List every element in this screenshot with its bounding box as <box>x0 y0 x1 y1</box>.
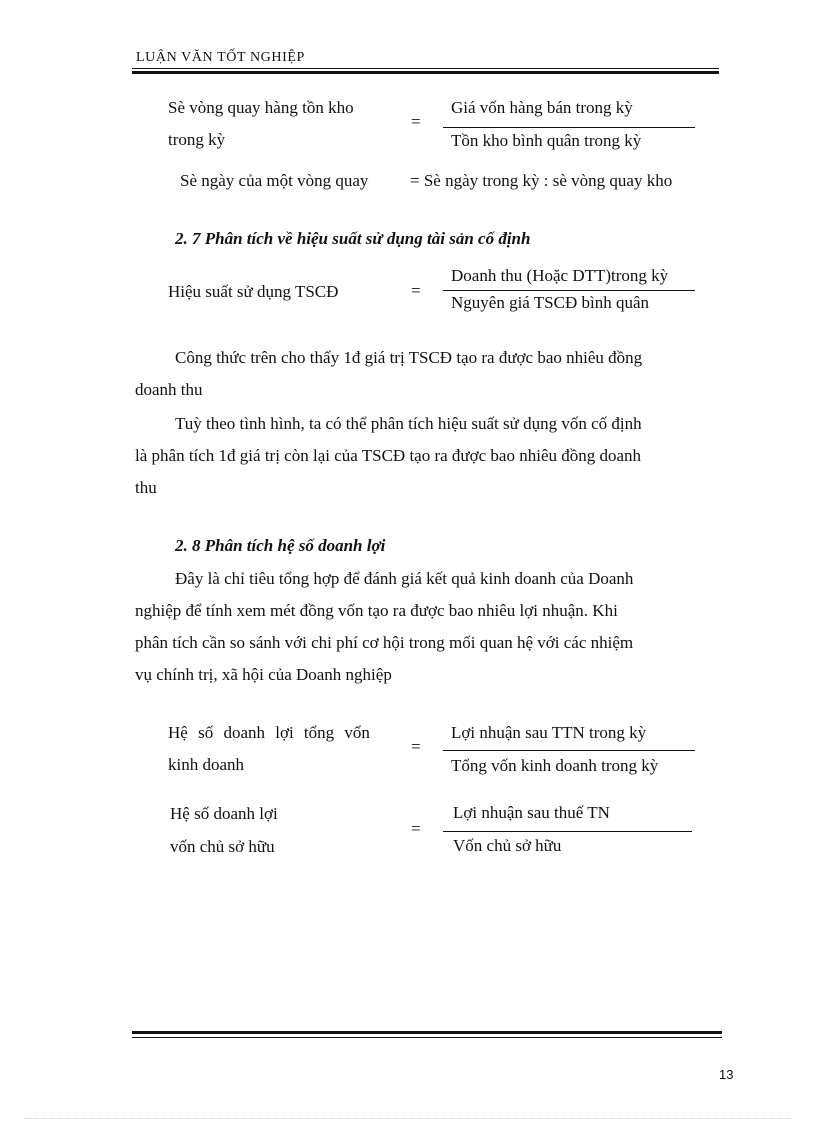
fraction-numerator: Giá vốn hàng bán trong kỳ <box>451 98 633 117</box>
paragraph-line: Đây là chỉ tiêu tổng hợp để đánh giá kết quả kinh doanh của Doanh <box>175 569 634 588</box>
equals-sign: = <box>411 819 421 838</box>
paragraph <box>135 342 719 406</box>
page-bottom-border <box>24 1118 792 1119</box>
formula-rhs: = Sè ngày trong kỳ : sè vòng quay kho <box>410 171 673 190</box>
fraction-denominator: Tổng vốn kinh doanh trong kỳ <box>451 756 659 775</box>
formula-label-line: Hệ số doanh lợi tổng vốn <box>168 723 370 742</box>
footer-rule-thin <box>132 1037 722 1038</box>
formula-label: Sè ngày của một vòng quay <box>180 171 369 190</box>
formula-label-line: vốn chủ sở hữu <box>170 837 275 856</box>
formula-label-line: trong kỳ <box>168 130 226 149</box>
fraction-denominator: Vốn chủ sở hữu <box>453 836 562 855</box>
fraction-bar <box>443 290 695 291</box>
formula-label-line <box>168 97 396 119</box>
fraction-bar <box>443 831 692 832</box>
paragraph-text: Công thức trên cho thấy 1đ giá trị TSCĐ tạo ra được bao nhiêu đồng <box>175 348 643 367</box>
paragraph-line: vụ chính trị, xã hội của Doanh nghiệp <box>135 665 392 684</box>
paragraph-line: thu <box>135 478 157 497</box>
paragraph-line: phân tích cần so sánh với chi phí cơ hội trong mối quan hệ với các nhiệm <box>135 633 634 652</box>
equals-sign: = <box>411 112 421 131</box>
fraction-bar <box>443 750 695 751</box>
running-header: LUẬN VĂN TỐT NGHIỆP <box>136 50 305 65</box>
header-rule-thin <box>132 68 719 69</box>
formula-label-line: Hệ số doanh lợi <box>170 804 278 823</box>
footer-rule-thick <box>132 1031 722 1034</box>
paragraph-line <box>135 342 719 374</box>
equals-sign: = <box>411 737 421 756</box>
section-heading: 2. 8 Phân tích hệ số doanh lợi <box>175 536 386 555</box>
equals-sign: = <box>411 281 421 300</box>
paragraph <box>135 408 719 504</box>
fraction-numerator: Lợi nhuận sau thuế TN <box>453 803 610 822</box>
paragraph-line: doanh thu <box>135 380 203 399</box>
paragraph-line: là phân tích 1đ giá trị còn lại của TSCĐ tạo ra được bao nhiêu đồng doanh <box>135 446 642 465</box>
fraction-denominator: Tồn kho bình quân trong kỳ <box>451 131 642 150</box>
fraction-numerator: Doanh thu (Hoặc DTT)trong kỳ <box>451 266 669 285</box>
fraction-numerator: Lợi nhuận sau TTN trong kỳ <box>451 723 647 742</box>
fraction-bar <box>443 127 695 128</box>
paragraph-line: nghiệp để tính xem mét đồng vốn tạo ra được bao nhiêu lợi nhuận. Khi <box>135 601 618 620</box>
formula-label-line: kinh doanh <box>168 755 245 774</box>
header-rule-thick <box>132 71 719 74</box>
formula-label-text: Sè vòng quay hàng tồn kho <box>168 98 354 117</box>
paragraph <box>135 563 719 691</box>
formula-label: Hiệu suất sử dụng TSCĐ <box>168 282 339 301</box>
section-heading: 2. 7 Phân tích về hiệu suất sử dụng tài sản cố định <box>175 229 531 248</box>
formula-label-justified <box>168 97 396 119</box>
page-number: 13 <box>719 1067 734 1082</box>
fraction-denominator: Nguyên giá TSCĐ bình quân <box>451 293 650 312</box>
paragraph-line: Tuỳ theo tình hình, ta có thể phân tích hiệu suất sử dụng vốn cố định <box>175 414 642 433</box>
